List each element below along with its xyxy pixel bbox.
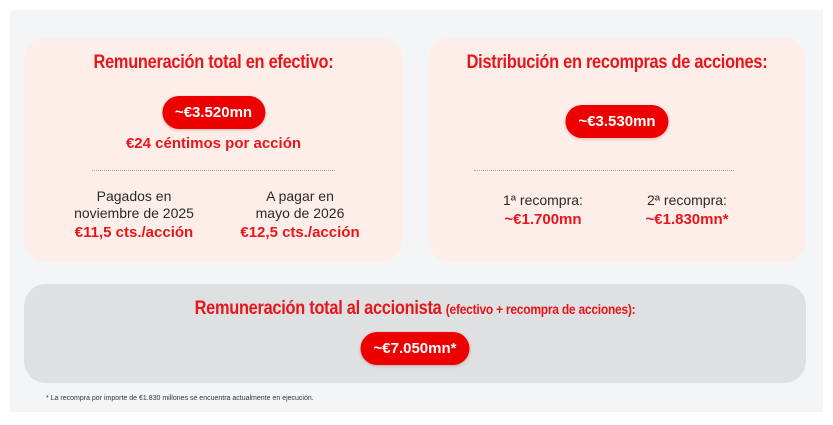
- buyback-second-value: ~€1.830mn*: [645, 211, 729, 228]
- buyback-first-column: [468, 192, 618, 228]
- cash-paid-line2: noviembre de 2025: [74, 205, 194, 221]
- cash-topay-line2: mayo de 2026: [255, 205, 345, 221]
- buyback-second-label: 2ª recompra:: [647, 192, 727, 208]
- total-title-main: Remuneración total al accionista: [194, 298, 442, 319]
- buyback-card-title: Distribución en recompras de acciones:: [466, 52, 768, 73]
- total-title-note: (efectivo + recompra de acciones):: [445, 301, 636, 317]
- buyback-divider: [474, 170, 734, 171]
- buyback-second-column: [612, 192, 762, 228]
- cash-paid-column: [54, 188, 214, 241]
- total-remuneration-card: [24, 284, 806, 383]
- cash-per-share: €24 céntimos por acción: [125, 135, 302, 152]
- total-amount-badge: ~€7.050mn*: [361, 332, 470, 365]
- footnote: * La recompra por importe de €1.830 millones se encuentra actualmente en ejecución.: [46, 395, 314, 402]
- cash-card-title: Remuneración total en efectivo:: [93, 52, 334, 73]
- buyback-distribution-card: [428, 38, 806, 262]
- cash-paid-value: €11,5 cts./acción: [74, 224, 194, 241]
- cash-paid-line1: Pagados en: [96, 188, 172, 204]
- buyback-first-value: ~€1.700mn: [504, 211, 582, 228]
- cash-remuneration-card: [24, 38, 403, 262]
- total-card-title: [79, 298, 752, 320]
- cash-topay-column: [220, 188, 380, 241]
- cash-amount-badge: ~€3.520mn: [162, 96, 265, 129]
- cash-divider: [92, 170, 335, 171]
- buyback-first-label: 1ª recompra:: [503, 192, 583, 208]
- buyback-amount-badge: ~€3.530mn: [565, 105, 668, 138]
- cash-topay-line1: A pagar en: [266, 188, 334, 204]
- cash-topay-value: €12,5 cts./acción: [240, 224, 360, 241]
